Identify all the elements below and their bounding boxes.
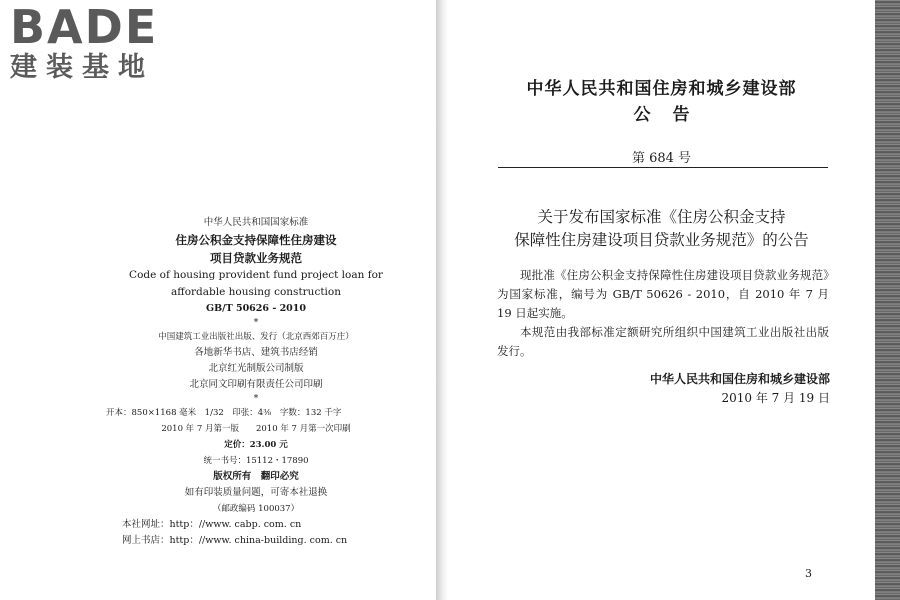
announcement-title [448,206,875,252]
logo-wordmark: BADE [10,0,159,54]
announcement-body [497,266,829,361]
publisher-series: 中华人民共和国国家标准 [203,217,309,228]
announcement-title-line1: 关于发布国家标准《住房公积金支持 [537,208,786,226]
standard-code: GB/T 50626 - 2010 [205,303,307,314]
online-store-line: 网上书店：http：//www. china-building. com. cn [122,535,348,546]
logo-chinese: 建装基地 [10,52,154,83]
postcode-line: （邮政编码 100037） [212,504,300,514]
separator-star: * [253,394,259,404]
body-paragraph: 本规范由我部标准定额研究所组织中国建筑工业出版社出版发行。 [497,325,829,358]
page-edge-shadow [875,0,900,600]
isbn-line: 统一书号：15112・17890 [203,456,309,466]
distributor-line: 各地新华书店、建筑书店经销 [194,347,318,358]
format-line: 开本：850×1168 毫米 1/32 印张：4⅜ 字数：132 千字 [106,408,342,418]
colophon [96,215,416,549]
ministry-heading: 中华人民共和国住房和城乡建设部 [526,79,797,99]
book-title-line1: 住房公积金支持保障性住房建设 [175,233,337,247]
bade-logo [10,0,172,84]
divider-rule [498,167,828,168]
announcement-title-line2: 保障性住房建设项目贷款业务规范》的公告 [514,231,809,249]
book-title-line2: 项目贷款业务规范 [210,251,302,265]
publisher-line: 中国建筑工业出版社出版、发行（北京西郊百万庄） [158,332,354,342]
english-title-line2: affordable housing construction [171,286,341,298]
signature-org: 中华人民共和国住房和城乡建设部 [649,372,830,386]
edition-line: 2010 年 7 月第一版 2010 年 7 月第一次印刷 [161,424,351,434]
website-line: 本社网址：http：//www. cabp. com. cn [122,519,302,530]
plate-maker-line: 北京红光制版公司制版 [208,363,304,374]
notice-heading: 公告 [633,105,712,125]
price-line: 定价：23.00 元 [224,440,288,450]
book-gutter [436,0,448,600]
separator-star: * [253,318,259,328]
return-notice: 如有印装质量问题，可寄本社退换 [184,487,328,498]
copyright-line: 版权所有 翻印必究 [213,471,299,482]
printer-line: 北京同文印刷有限责任公司印刷 [189,379,323,390]
document-number: 第 684 号 [631,151,692,166]
body-paragraph: 现批准《住房公积金支持保障性住房建设项目贷款业务规范》为国家标准，编号为 GB/T 50626 - 2010，自 2010 年 7 月 19 日起实施。 [497,268,829,320]
page-number: 3 [805,567,812,580]
signature-date: 2010 年 7 月 19 日 [721,391,830,405]
english-title-line1: Code of housing provident fund project loan for [129,269,383,281]
signature-block [600,370,830,408]
